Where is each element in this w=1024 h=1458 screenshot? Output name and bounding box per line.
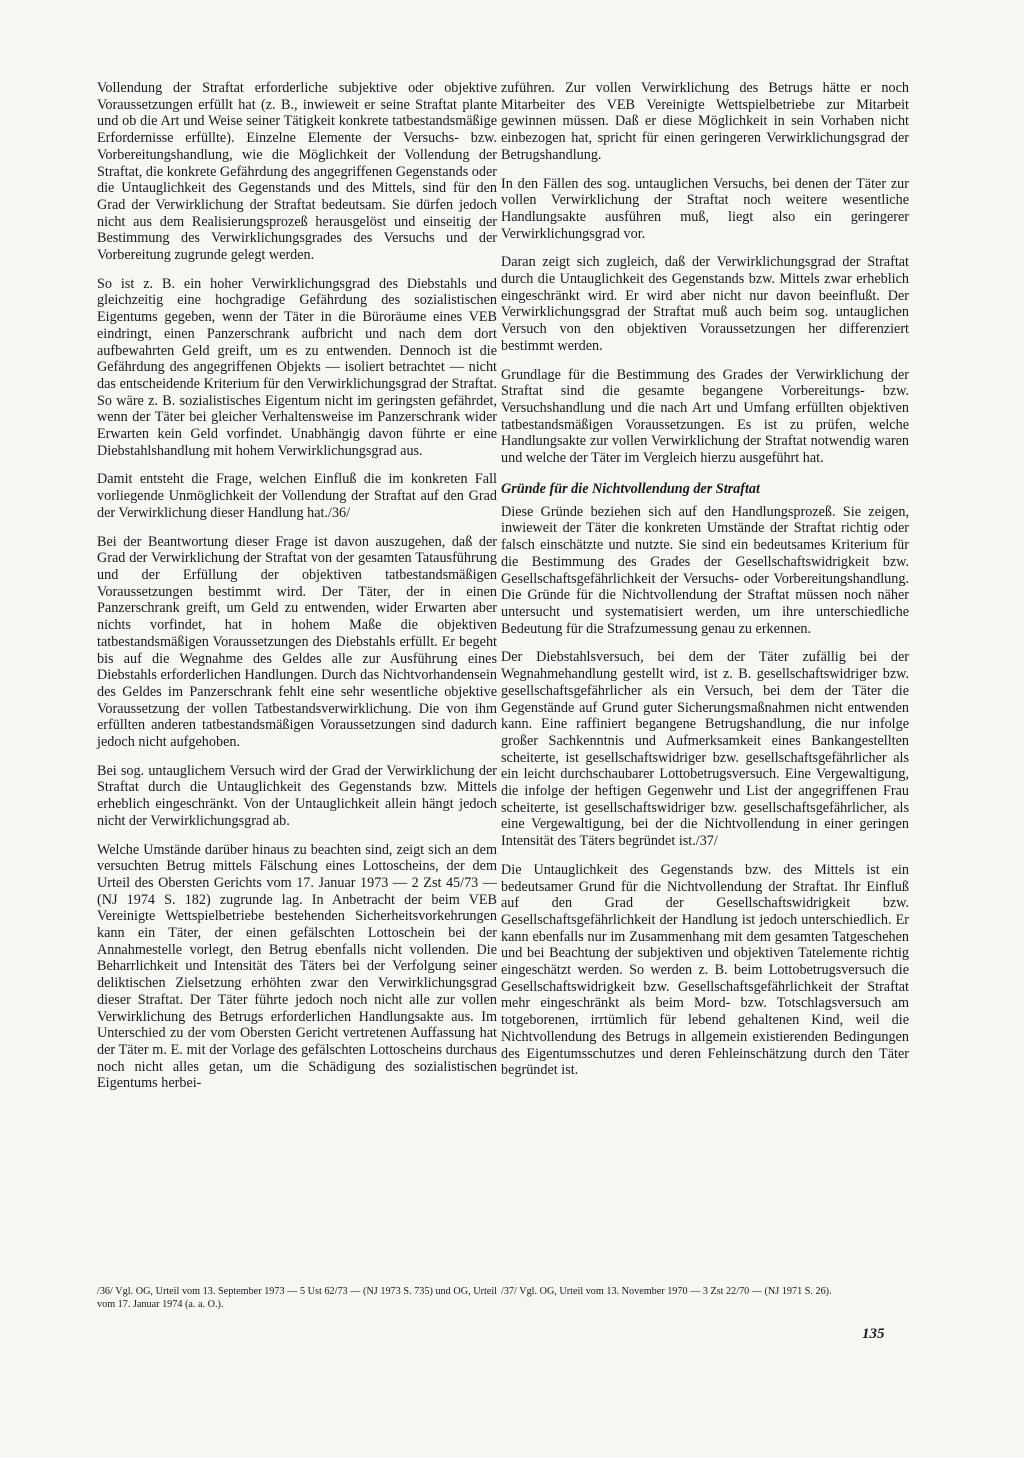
- paragraph: Welche Umstände darüber hinaus zu beachten sind, zeigt sich an dem versuchten Betrug mittels Fälschung eines Lottoscheins, der dem Urteil des Obersten Gerichts vom 17. Januar 1973 — 2 Zst 45/73 — (NJ 1974 S. 182) zugrunde lag. In Anbetracht der beim VEB Vereinigte Wettspielbetriebe bestehenden Sicherheitsvorkehrungen kann ein Täter, der einen gefälschten Lottoschein bei der Annahmestelle vorlegt, den Betrug ebenfalls nicht vollenden. Die Beharrlichkeit und Intensität des Täters bei der Verfolgung seiner deliktischen Zielsetzung erhöhten zwar den Verwirklichungsgrad dieser Straftat. Der Täter führte jedoch noch nicht alle zur vollen Verwirklichung des Betrugs erforderlichen Handlungsakte aus. Im Unterschied zu der vom Obersten Gericht vertretenen Auffassung hat der Täter m. E. mit der Vorlage des gefälschten Lottoscheins durchaus noch nicht alles getan, um die Schädigung des sozialistischen Eigentums herbei-: [97, 841, 497, 1092]
- footnote-36: /36/ Vgl. OG, Urteil vom 13. September 1973 — 5 Ust 62/73 — (NJ 1973 S. 735) und OG, Urteil vom 17. Januar 1974 (a. a. O.).: [97, 1286, 497, 1310]
- left-column: [97, 80, 497, 1104]
- right-column: [501, 80, 909, 1091]
- paragraph: Bei sog. untauglichem Versuch wird der Grad der Verwirklichung der Straftat durch die Untauglichkeit des Gegenstands bzw. Mittels erheblich eingeschränkt. Von der Untauglichkeit allein hängt jedoch nicht der Verwirklichungsgrad ab.: [97, 762, 497, 829]
- paragraph: Daran zeigt sich zugleich, daß der Verwirklichungsgrad der Straftat durch die Untauglichkeit des Gegenstands bzw. Mittels zwar erheblich eingeschränkt wird. Er wird aber nicht nur davon beeinflußt. Der Verwirklichungsgrad der Straftat muß auch beim sog. untauglichen Versuch von den objektiven Voraussetzungen her differenziert bestimmt werden.: [501, 254, 909, 354]
- footnote-37: /37/ Vgl. OG, Urteil vom 13. November 1970 — 3 Zst 22/70 — (NJ 1971 S. 26).: [501, 1286, 832, 1297]
- paragraph: Grundlage für die Bestimmung des Grades der Verwirklichung der Straftat sind die gesamte begangene Vorbereitungs- bzw. Versuchshandlung und die nach Art und Umfang erfüllten objektiven tatbestandsmäßigen Voraussetzungen. Es ist zu prüfen, welche Handlungsakte zur vollen Verwirklichung der Straftat notwendig waren und welche der Täter im Vergleich hierzu ausgeführt hat.: [501, 366, 909, 467]
- paragraph: So ist z. B. ein hoher Verwirklichungsgrad des Diebstahls und gleichzeitig eine hochgradige Gefährdung des sozialistischen Eigentums gegeben, wenn der Täter in die Büroräume eines VEB eindringt, einen Panzerschrank aufbricht und nach dem dort aufbewahrten Geld greift, um es zu entwenden. Dennoch ist die Gefährdung des angegriffenen Objekts — isoliert betrachtet — nicht das entscheidende Kriterium für den Verwirklichungsgrad der Straftat. So wäre z. B. sozialistisches Eigentum nicht im geringsten gefährdet, wenn der Täter bei gleicher Verhaltensweise im Panzerschrank wider Erwarten kein Geld vorfindet. Unabhängig davon führte er eine Diebstahlshandlung mit hohem Verwirklichungsgrad aus.: [97, 275, 497, 459]
- paragraph: In den Fällen des sog. untauglichen Versuchs, bei denen der Täter zur vollen Verwirklichung der Straftat noch weitere wesentliche Handlungsakte ausführen muß, liegt also ein geringerer Verwirklichungsgrad vor.: [501, 175, 909, 242]
- section-heading: Gründe für die Nichtvollendung der Straftat: [501, 480, 760, 497]
- paragraph: Bei der Beantwortung dieser Frage ist davon auszugehen, daß der Grad der Verwirklichung der Straftat von der gesamten Tatausführung und der Erfüllung der objektiven tatbestandsmäßigen Voraussetzungen bestimmt wird. Der Täter, der in einen Panzerschrank greift, um Geld zu entwenden, wider Erwarten aber nichts vorfindet, hat in hohem Maße die objektiven tatbestandsmäßigen Voraussetzungen des Diebstahls erfüllt. Er begeht bis auf die Wegnahme des Geldes alle zur Ausführung eines Diebstahls erforderlichen Handlungen. Durch das Nichtvorhandensein des Geldes im Panzerschrank fehlt eine sehr wesentliche objektive Voraussetzung der vollen Tatbestandsverwirklichung. Die von ihm erfüllten anderen tatbestandsmäßigen Voraussetzungen sind dadurch jedoch nicht aufgehoben.: [97, 533, 497, 751]
- paragraph: zuführen. Zur vollen Verwirklichung des Betrugs hätte er noch Mitarbeiter des VEB Vereinigte Wettspielbetriebe zur Mitarbeit gewinnen müssen. Daß er diese Möglichkeit in sein Vorhaben nicht einbezogen hat, spricht für einen geringeren Verwirklichungsgrad der Betrugshandlung.: [501, 80, 909, 163]
- paragraph: Der Diebstahlsversuch, bei dem der Täter zufällig bei der Wegnahmehandlung gestellt wird, ist z. B. gesellschaftswidriger bzw. gesellschaftsgefährlicher als ein Versuch, bei dem der Täter die Gegenstände auf Grund guter Sicherungsmaßnahmen nicht entwenden kann. Eine raffiniert begangene Betrugshandlung, die nur infolge großer Sachkenntnis und Aufmerksamkeit eines Bankangestellten scheiterte, ist gesellschaftswidriger bzw. gesellschaftsgefährlicher als ein leicht durchschaubarer Lottobetrugsversuch. Eine Vergewaltigung, die infolge der heftigen Gegenwehr und List der angegriffenen Frau scheiterte, ist gesellschaftswidriger bzw. gesellschaftsgefährlicher, als eine Vergewaltigung, bei der die Nichtvollendung in einer geringen Intensität des Täters begründet ist./37/: [501, 649, 909, 850]
- paragraph: Vollendung der Straftat erforderliche subjektive oder objektive Voraussetzungen erfüllt hat (z. B., inwieweit er seine Straftat plante und ob die Art und Weise seiner Tätigkeit konkrete tatbestandsmäßige Erfordernisse erfüllte). Einzelne Elemente der Versuchs- bzw. Vorbereitungshandlung, wie die Möglichkeit der Vollendung der Straftat, die konkrete Gefährdung des angegriffenen Gegenstands oder die Untauglichkeit des Gegenstands und des Mittels, sind für den Grad der Verwirklichung der Straftat bedeutsam. Sie dürfen jedoch nicht aus dem Realisierungsprozeß herausgelöst und einseitig der Bestimmung des Verwirklichungsgrades des Versuchs und der Vorbereitung zugrunde gelegt werden.: [97, 80, 497, 264]
- paragraph: Die Untauglichkeit des Gegenstands bzw. des Mittels ist ein bedeutsamer Grund für die Nichtvollendung der Straftat. Ihr Einfluß auf den Grad der Gesellschaftswidrigkeit bzw. Gesellschaftsgefährlichkeit der Handlung ist jedoch unterschiedlich. Er kann ebenfalls nur im Zusammenhang mit dem gesamten Tatgeschehen und bei Beachtung der subjektiven und objektiven Tatelemente richtig eingeschätzt werden. So werden z. B. beim Lottobetrugsversuch die Gesellschaftswidrigkeit bzw. Gesellschaftsgefährlichkeit der Straftat mehr eingeschränkt als beim Mord- bzw. Totschlagsversuch am totgeborenen, irrtümlich für lebend gehaltenen Kind, weil die Nichtvollendung des Betrugs in allgemein existierenden Bedingungen des Eigentumsschutzes und deren Fehleinschätzung durch den Täter begründet ist.: [501, 861, 909, 1079]
- page-number: 135: [862, 1326, 885, 1342]
- paragraph: Diese Gründe beziehen sich auf den Handlungsprozeß. Sie zeigen, inwieweit der Täter die konkreten Umstände der Straftat richtig oder falsch einschätzte und nutzte. Sie sind ein bedeutsames Kriterium für die Bestimmung des Grades der Gesellschaftswidrigkeit bzw. Gesellschaftsgefährlichkeit der Versuchs- oder Vorbereitungshandlung. Die Gründe für die Nichtvollendung der Straftat müssen noch näher untersucht und systematisiert werden, um ihre unterschiedliche Bedeutung für die Strafzumessung genau zu erkennen.: [501, 503, 909, 637]
- paragraph: Damit entsteht die Frage, welchen Einfluß die im konkreten Fall vorliegende Unmöglichkeit der Vollendung der Straftat auf den Grad der Verwirklichung dieser Handlung hat./36/: [97, 471, 497, 521]
